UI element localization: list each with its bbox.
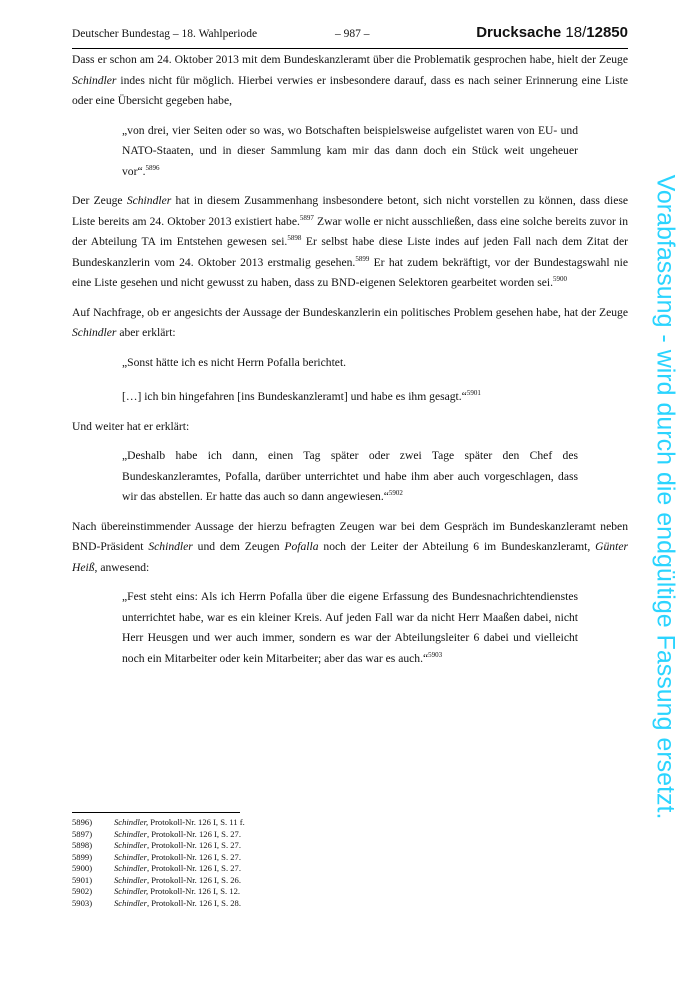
text-run: „von drei, vier Seiten oder so was, wo Botschaften beispielsweise aufgelistet waren von EU- und NATO-Staaten, und in dieser Sammlung kam mir das dann doch ein Stück weit ungeheuer vor“.: [122, 123, 578, 178]
text-run: Nach übereinstimmender Aussage der hierzu befragten Zeugen war bei dem Gespräch im Bundeskanzleramt neben BND-Präsident: [72, 519, 628, 553]
paragraph-5: [72, 517, 628, 579]
footnote-number: 5896): [72, 817, 93, 827]
text-run: Er hat zudem bekräftigt, vor der Bundestagswahl nie eine Liste gesehen und nicht gewusst zu haben, dass zu BND-eigenen Selektoren gearbeitet worden sei.: [72, 255, 628, 289]
footnote-reference: , Protokoll-Nr. 126 I, S. 28.: [146, 897, 241, 908]
main-text: [72, 50, 628, 678]
text-run: indes nicht für möglich. Hierbei verwies er insbesondere darauf, dass es nach seiner Erinnerung eine Liste oder eine Übersicht gegeben habe,: [72, 73, 628, 107]
draft-watermark: [645, 132, 685, 862]
paragraph-2: [72, 191, 628, 294]
footnote-number: 5903): [72, 897, 93, 908]
document-number-period: 18/: [565, 24, 587, 41]
document-number-label: Drucksache: [476, 24, 562, 41]
paragraph-1: [72, 50, 628, 112]
watermark-text: Vorabfassung - wird durch die endgültige Fassung ersetzt.: [651, 174, 680, 820]
footnote-item: [72, 829, 245, 841]
text-run: , anwesend:: [94, 560, 150, 574]
text-run: „Fest steht eins: Als ich Herrn Pofalla über die eigene Erfassung des Bundesnachrichtendienstes unterrichtet habe, war es ein kleiner Kreis. Auf jeden Fall war da nicht Herr Maaßen dabei, nicht Herr Heusgen und wer auch immer, sondern es war der Abteilungsleiter 6 dabei und vielleicht noch ein Mitarbeiter oder kein Mitarbeiter; aber das war es auch.“: [122, 590, 578, 665]
footnote-source: Schindler,: [114, 886, 149, 896]
text-run: aber erklärt:: [116, 326, 176, 339]
witness-name: Schindler: [148, 540, 193, 553]
footnote-item: [72, 840, 245, 852]
footnote-reference: , Protokoll-Nr. 126 I, S. 27.: [146, 863, 241, 873]
quote-3: [122, 387, 578, 408]
witness-name: Schindler: [72, 73, 117, 87]
footnote-reference: , Protokoll-Nr. 126 I, S. 26.: [146, 874, 241, 885]
text-run: Zwar wolle er nicht ausschließen, dass eine solche bereits zuvor in der Abteilung TA im Entstehen gewesen sei.: [72, 214, 628, 248]
footnote-reference: , Protokoll-Nr. 126 I, S. 27.: [146, 840, 241, 850]
text-run: hat in diesem Zusammenhang insbesondere betont, sich nicht vorstellen zu können, dass diese Liste bereits am 24. Oktober 2013 existiert habe.: [72, 194, 628, 228]
footnote-ref[interactable]: 5903: [428, 650, 443, 659]
footnote-source: Schindler: [114, 840, 147, 850]
quote-2: [122, 353, 578, 374]
footnote-reference: Protokoll-Nr. 126 I, S. 11 f.: [148, 817, 245, 827]
text-run: Dass er schon am 24. Oktober 2013 mit dem Bundeskanzleramt über die Problematik gesprochen habe, hielt der Zeuge: [72, 53, 628, 66]
page-number: – 987 –: [335, 28, 370, 40]
footnote-ref[interactable]: 5901: [466, 389, 481, 397]
footnotes: [72, 817, 245, 909]
text-run: noch der Leiter der Abteilung 6 im Bundeskanzleramt,: [318, 540, 596, 553]
footnote-ref[interactable]: 5900: [553, 275, 567, 283]
footnote-reference: , Protokoll-Nr. 126 I, S. 27.: [146, 851, 241, 862]
document-number: [476, 24, 628, 41]
text-run: Der Zeuge: [72, 194, 127, 207]
footnote-source: Schindler,: [114, 817, 149, 827]
quote-1: [122, 121, 578, 183]
text-run: „Deshalb habe ich dann, einen Tag später oder zwei Tage später den Chef des Bundeskanzleramtes, Pofalla, darüber unterrichtet und habe ihm aber auch vorgeschlagen, dass wir das abstellen. Er hatte das auch so dann angewiesen.“: [122, 449, 578, 503]
footnote-item: [72, 852, 245, 864]
text-run: Er selbst habe diese Liste indes auf jeden Fall nach dem Zitat der Bundeskanzlerin vom 24. Oktober 2013 erstmalig gesehen.: [72, 235, 628, 269]
footnote-item: [72, 875, 245, 887]
footnote-number: 5899): [72, 851, 93, 862]
footnote-source: Schindler: [114, 863, 147, 873]
footnote-item: [72, 817, 245, 829]
footnote-ref[interactable]: 5897: [299, 213, 314, 222]
paragraph-3: [72, 303, 628, 344]
footnote-number: 5901): [72, 874, 93, 885]
witness-name: Günter Heiß: [72, 540, 628, 574]
quote-5: [122, 587, 578, 669]
footnote-number: 5897): [72, 828, 93, 839]
footnote-item: [72, 886, 245, 898]
header-publication: Deutscher Bundestag – 18. Wahlperiode: [72, 28, 258, 40]
witness-name: Schindler: [126, 194, 172, 207]
text-run: „Sonst hätte ich es nicht Herrn Pofalla berichtet.: [122, 355, 347, 369]
text-run: Auf Nachfrage, ob er angesichts der Aussage der Bundeskanzlerin ein politisches Problem gesehen habe, hat der Zeuge: [72, 305, 628, 319]
witness-name: Schindler: [72, 326, 117, 339]
footnote-source: Schindler: [114, 851, 147, 862]
footnote-ref[interactable]: 5898: [287, 234, 302, 242]
footnote-item: [72, 898, 245, 910]
footnote-number: 5898): [72, 840, 93, 850]
footnote-number: 5902): [72, 886, 93, 896]
footnote-source: Schindler: [114, 874, 147, 885]
footnote-ref[interactable]: 5902: [388, 489, 403, 497]
footnote-reference: Protokoll-Nr. 126 I, S. 12.: [148, 886, 241, 896]
footnote-source: Schindler: [114, 828, 147, 839]
witness-name: Pofalla: [284, 540, 319, 553]
footnote-divider: [72, 812, 240, 813]
paragraph-4: [72, 417, 628, 438]
text-run: […] ich bin hingefahren [ins Bundeskanzleramt] und habe es ihm gesagt.“: [122, 390, 467, 403]
footnote-source: Schindler: [114, 897, 147, 908]
text-run: und dem Zeugen: [192, 540, 285, 553]
page-header: [72, 20, 628, 49]
document-number-id: 12850: [586, 24, 628, 41]
text-run: Und weiter hat er erklärt:: [72, 419, 190, 433]
footnote-item: [72, 863, 245, 875]
footnote-reference: , Protokoll-Nr. 126 I, S. 27.: [146, 828, 241, 839]
footnote-number: 5900): [72, 863, 93, 873]
footnote-ref[interactable]: 5896: [145, 163, 160, 172]
quote-4: [122, 446, 578, 508]
footnote-ref[interactable]: 5899: [355, 254, 370, 263]
